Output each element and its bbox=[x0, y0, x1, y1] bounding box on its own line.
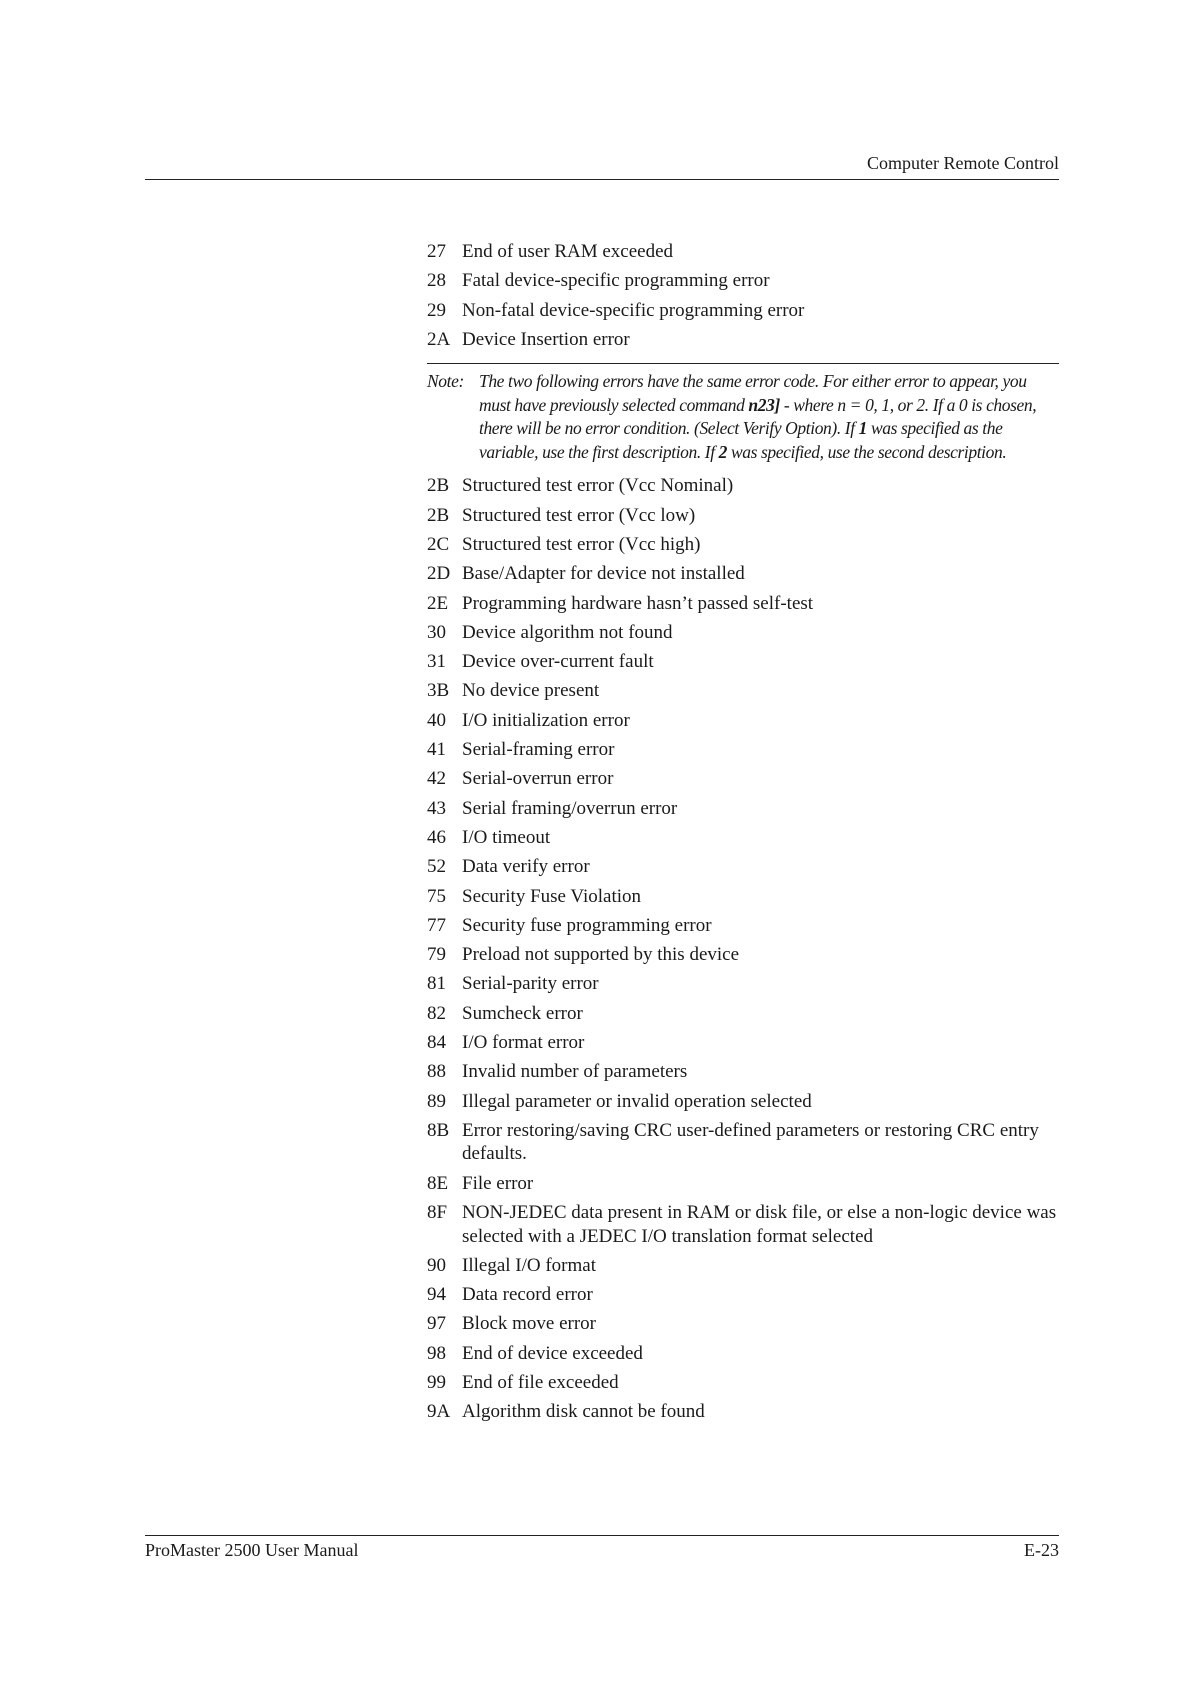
error-list-item bbox=[427, 1031, 1059, 1055]
error-code: 8E bbox=[427, 1172, 449, 1194]
error-list-item bbox=[427, 1172, 1059, 1196]
error-list-item bbox=[427, 797, 1059, 821]
error-description: Structured test error (Vcc low) bbox=[462, 504, 696, 526]
error-code: 31 bbox=[427, 651, 446, 673]
note-text: The two following errors have the same error code. For either error to appear, you must have previously selected command n23] - where n = 0, 1, or 2. If a 0 is chosen, there will be no error condition. (Select Verify Option). If 1 was specified as the variable, use the first description. If 2 was specified, use the second description. bbox=[479, 371, 1037, 462]
error-list-item bbox=[427, 972, 1059, 996]
error-description: Data record error bbox=[462, 1284, 593, 1306]
error-list-item bbox=[427, 650, 1059, 674]
error-code: 89 bbox=[427, 1090, 446, 1112]
error-code: 3B bbox=[427, 680, 450, 702]
error-code: 77 bbox=[427, 914, 446, 936]
error-code: 27 bbox=[427, 241, 446, 262]
error-description: Illegal I/O format bbox=[462, 1254, 597, 1276]
error-code: 88 bbox=[427, 1061, 446, 1083]
error-description: File error bbox=[462, 1172, 534, 1194]
error-code: 43 bbox=[427, 797, 446, 819]
error-list-item bbox=[427, 240, 1059, 264]
error-description: Device Insertion error bbox=[462, 328, 630, 350]
error-description: Serial-framing error bbox=[462, 739, 615, 761]
error-list-item bbox=[427, 1254, 1059, 1278]
error-code: 98 bbox=[427, 1342, 446, 1364]
error-list-item bbox=[427, 1312, 1059, 1336]
error-list-item bbox=[427, 738, 1059, 762]
error-list-item bbox=[427, 299, 1059, 323]
error-list-item bbox=[427, 269, 1059, 293]
error-description: Sumcheck error bbox=[462, 1002, 583, 1024]
running-header: Computer Remote Control bbox=[867, 153, 1059, 173]
error-description: Structured test error (Vcc high) bbox=[462, 533, 701, 555]
error-list-item bbox=[427, 592, 1059, 616]
footer-manual-title: ProMaster 2500 User Manual bbox=[145, 1540, 359, 1560]
error-description: Non-fatal device-specific programming error bbox=[462, 299, 805, 321]
error-list-item bbox=[427, 914, 1059, 938]
error-list-item bbox=[427, 1119, 1059, 1166]
error-description: Device over-current fault bbox=[462, 651, 654, 673]
error-code: 8F bbox=[427, 1202, 448, 1224]
page-number: E-23 bbox=[1024, 1540, 1059, 1560]
error-description: I/O timeout bbox=[462, 826, 551, 848]
error-list-item bbox=[427, 943, 1059, 967]
error-description: Preload not supported by this device bbox=[462, 944, 740, 966]
error-code: 94 bbox=[427, 1284, 446, 1306]
error-list-item bbox=[427, 1060, 1059, 1084]
error-description: Programming hardware hasn’t passed self-test bbox=[462, 592, 814, 614]
error-description: Invalid number of parameters bbox=[462, 1061, 688, 1083]
error-code: 9A bbox=[427, 1401, 451, 1423]
error-list-item bbox=[427, 533, 1059, 557]
error-code: 79 bbox=[427, 944, 446, 966]
header-rule bbox=[145, 179, 1059, 180]
note-command: n23] bbox=[748, 394, 780, 415]
error-list-item bbox=[427, 679, 1059, 703]
error-code: 90 bbox=[427, 1254, 446, 1276]
error-code: 42 bbox=[427, 768, 446, 790]
footer-rule bbox=[145, 1535, 1059, 1536]
error-description: End of user RAM exceeded bbox=[462, 241, 674, 262]
error-list-item bbox=[427, 826, 1059, 850]
error-code-list bbox=[427, 240, 1059, 1430]
error-description: Algorithm disk cannot be found bbox=[462, 1401, 705, 1423]
error-description: End of device exceeded bbox=[462, 1342, 643, 1364]
error-list-item bbox=[427, 474, 1059, 498]
error-code: 2B bbox=[427, 504, 450, 526]
error-description: Security fuse programming error bbox=[462, 914, 712, 936]
error-code: 2D bbox=[427, 563, 451, 585]
error-description: Illegal parameter or invalid operation selected bbox=[462, 1090, 812, 1112]
error-list-item bbox=[427, 1201, 1059, 1248]
note-label: Note: bbox=[427, 371, 464, 392]
error-code: 40 bbox=[427, 709, 446, 731]
error-code: 99 bbox=[427, 1372, 446, 1393]
error-description: Serial framing/overrun error bbox=[462, 797, 678, 819]
error-code: 28 bbox=[427, 270, 446, 292]
error-description: Device algorithm not found bbox=[462, 621, 673, 643]
error-description: NON-JEDEC data present in RAM or disk file, or else a non-logic device was selected with a JEDEC I/O translation format selected bbox=[462, 1202, 1057, 1247]
error-description: End of file exceeded bbox=[462, 1372, 619, 1393]
error-description: Data verify error bbox=[462, 856, 590, 878]
error-list-item bbox=[427, 504, 1059, 528]
error-code: 2C bbox=[427, 533, 450, 555]
error-code: 81 bbox=[427, 973, 446, 995]
error-code: 2A bbox=[427, 328, 451, 350]
error-code: 46 bbox=[427, 826, 446, 848]
error-description: Block move error bbox=[462, 1313, 597, 1335]
error-description: I/O format error bbox=[462, 1032, 585, 1054]
error-description: Serial-overrun error bbox=[462, 768, 614, 790]
error-list-item bbox=[427, 328, 1059, 352]
error-list-item bbox=[427, 885, 1059, 909]
error-description: Error restoring/saving CRC user-defined parameters or restoring CRC entry defaults. bbox=[462, 1119, 1039, 1165]
error-list-item bbox=[427, 767, 1059, 791]
error-code: 52 bbox=[427, 856, 446, 878]
error-code: 29 bbox=[427, 299, 446, 321]
error-list-item bbox=[427, 1342, 1059, 1366]
error-description: I/O initialization error bbox=[462, 709, 630, 731]
error-code: 41 bbox=[427, 739, 446, 761]
error-code: 97 bbox=[427, 1313, 446, 1335]
error-list-item bbox=[427, 855, 1059, 879]
error-description: Security Fuse Violation bbox=[462, 885, 641, 907]
error-code: 75 bbox=[427, 885, 446, 907]
error-code: 84 bbox=[427, 1032, 446, 1054]
note-block bbox=[427, 363, 1059, 464]
error-description: No device present bbox=[462, 680, 600, 702]
error-description: Base/Adapter for device not installed bbox=[462, 563, 745, 585]
error-code: 8B bbox=[427, 1119, 450, 1141]
error-list-item bbox=[427, 709, 1059, 733]
error-list-item bbox=[427, 1090, 1059, 1114]
error-list-item bbox=[427, 1400, 1059, 1424]
error-list-item bbox=[427, 1002, 1059, 1026]
error-list-item bbox=[427, 562, 1059, 586]
error-list-item bbox=[427, 1371, 1059, 1395]
error-description: Serial-parity error bbox=[462, 973, 599, 995]
error-description: Fatal device-specific programming error bbox=[462, 270, 770, 292]
error-list-item bbox=[427, 1283, 1059, 1307]
error-list-item bbox=[427, 621, 1059, 645]
error-code: 82 bbox=[427, 1002, 446, 1024]
error-code: 30 bbox=[427, 621, 446, 643]
error-description: Structured test error (Vcc Nominal) bbox=[462, 475, 734, 497]
error-code: 2E bbox=[427, 592, 449, 614]
error-code: 2B bbox=[427, 475, 450, 497]
